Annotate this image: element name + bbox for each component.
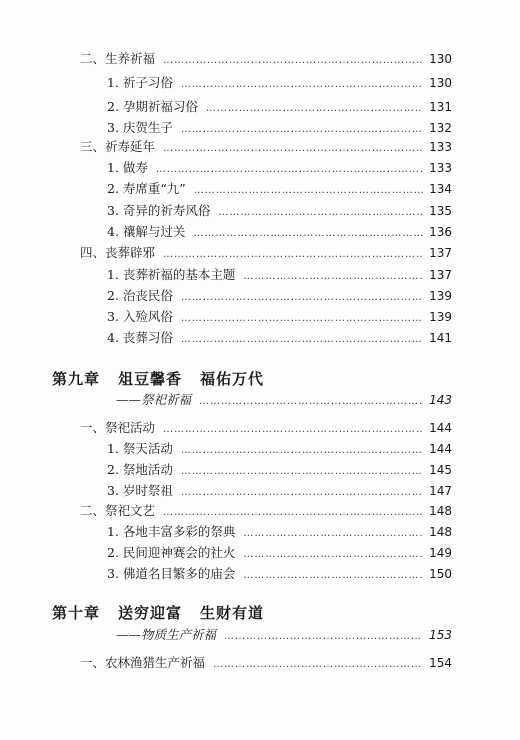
toc-entry-label: 4. 丧葬习俗 <box>107 330 173 345</box>
toc-entry[interactable] <box>107 462 452 480</box>
toc-page-number: 136 <box>429 225 452 239</box>
dot-leader <box>194 183 423 199</box>
toc-entry[interactable] <box>107 566 452 584</box>
toc-entry[interactable] <box>107 181 452 199</box>
toc-entry[interactable] <box>80 139 452 157</box>
dot-leader <box>163 422 423 438</box>
dot-leader <box>224 629 423 645</box>
toc-entry[interactable] <box>107 224 452 242</box>
chapter-number: 第十章 <box>52 604 101 622</box>
toc-page-number: 132 <box>429 121 452 135</box>
toc-page-number: 150 <box>429 567 452 581</box>
toc-entry[interactable] <box>80 655 452 673</box>
chapter-title-part: 送穷迎富 <box>118 604 183 622</box>
toc-entry[interactable] <box>107 545 452 563</box>
toc-entry-label: ——物质生产祈福 <box>116 627 217 642</box>
toc-page-number: 148 <box>429 504 452 518</box>
toc-entry-label: 1. 祈子习俗 <box>107 75 173 90</box>
chapter-number: 第九章 <box>52 370 101 388</box>
toc-page-number: 130 <box>429 52 452 66</box>
toc-page-number: 144 <box>429 421 452 435</box>
toc-entry-label: 1. 做寿 <box>107 160 148 175</box>
toc-entry[interactable] <box>107 120 452 138</box>
toc-page-number: 153 <box>429 628 452 642</box>
toc-entry-label: 一、祭祀活动 <box>80 420 156 435</box>
toc-page-number: 135 <box>429 204 452 218</box>
dot-leader <box>156 162 423 178</box>
toc-entry[interactable] <box>107 203 452 221</box>
toc-page-number: 148 <box>429 525 452 539</box>
toc-page-number: 149 <box>429 546 452 560</box>
toc-entry[interactable] <box>107 441 452 459</box>
toc-entry[interactable] <box>107 524 452 542</box>
toc-entry[interactable] <box>80 503 452 521</box>
toc-page-number: 143 <box>429 393 452 407</box>
toc-page-number: 130 <box>429 76 452 90</box>
toc-entry[interactable] <box>107 330 452 348</box>
toc-page-number: 134 <box>429 182 452 196</box>
dot-leader <box>243 269 423 285</box>
dot-leader <box>199 394 423 410</box>
toc-page-number: 147 <box>429 484 452 498</box>
dot-leader <box>163 247 423 263</box>
dot-leader <box>163 505 423 521</box>
toc-entry[interactable] <box>107 99 452 117</box>
toc-entry-label: 4. 禳解与过关 <box>107 224 186 239</box>
dot-leader <box>163 141 423 157</box>
toc-page-number: 154 <box>429 656 452 670</box>
toc-entry-label: 2. 孕期祈福习俗 <box>107 99 198 114</box>
dot-leader <box>181 464 423 480</box>
chapter-heading[interactable] <box>52 369 264 389</box>
dot-leader <box>181 443 423 459</box>
toc-page-number: 133 <box>429 161 452 175</box>
dot-leader <box>243 568 423 584</box>
toc-page-number: 133 <box>429 140 452 154</box>
chapter-subtitle-entry[interactable] <box>116 627 452 645</box>
dot-leader <box>243 547 423 563</box>
toc-entry[interactable] <box>80 245 452 263</box>
dot-leader <box>181 290 423 306</box>
toc-page-number: 131 <box>429 100 452 114</box>
toc-entry[interactable] <box>107 75 452 93</box>
dot-leader <box>181 332 423 348</box>
dot-leader <box>206 101 423 117</box>
dot-leader <box>163 53 423 69</box>
dot-leader <box>243 526 423 542</box>
dot-leader <box>213 657 423 673</box>
toc-entry[interactable] <box>80 51 452 69</box>
toc-entry[interactable] <box>80 420 452 438</box>
toc-page-number: 139 <box>429 289 452 303</box>
toc-entry[interactable] <box>107 267 452 285</box>
toc-entry[interactable] <box>107 483 452 501</box>
toc-entry-label: 2. 祭地活动 <box>107 462 173 477</box>
toc-entry-label: 2. 治丧民俗 <box>107 288 173 303</box>
toc-entry-label: 2. 民间迎神赛会的社火 <box>107 545 236 560</box>
toc-page-number: 137 <box>429 246 452 260</box>
dot-leader <box>181 311 423 327</box>
chapter-subtitle-entry[interactable] <box>116 392 452 410</box>
toc-entry-label: 1. 祭天活动 <box>107 441 173 456</box>
toc-entry-label: 3. 岁时祭祖 <box>107 483 173 498</box>
toc-page-number: 137 <box>429 268 452 282</box>
chapter-title-part: 福佑万代 <box>200 370 265 388</box>
toc-entry-label: 二、祭祀文艺 <box>80 503 156 518</box>
dot-leader <box>181 122 423 138</box>
chapter-title-part: 生财有道 <box>200 604 265 622</box>
toc-entry[interactable] <box>107 309 452 327</box>
toc-entry-label: 3. 佛道名目繁多的庙会 <box>107 566 236 581</box>
toc-page-number: 145 <box>429 463 452 477</box>
chapter-title-part: 俎豆馨香 <box>118 370 183 388</box>
toc-entry-label: 3. 入殓风俗 <box>107 309 173 324</box>
toc-page-number: 141 <box>429 331 452 345</box>
dot-leader <box>218 205 423 221</box>
toc-entry-label: 1. 各地丰富多彩的祭典 <box>107 524 236 539</box>
toc-entry-label: 2. 寿席重“九” <box>107 181 186 196</box>
toc-entry-label: ——祭祀祈福 <box>116 392 192 407</box>
toc-entry-label: 四、丧葬辟邪 <box>80 245 156 260</box>
toc-entry-label: 三、祈寿延年 <box>80 139 156 154</box>
toc-page-number: 139 <box>429 310 452 324</box>
toc-entry-label: 一、农林渔猎生产祈福 <box>80 655 206 670</box>
dot-leader <box>181 485 423 501</box>
dot-leader <box>181 77 423 93</box>
toc-entry-label: 3. 奇异的祈寿风俗 <box>107 203 211 218</box>
toc-page-number: 144 <box>429 442 452 456</box>
toc-entry-label: 二、生养祈福 <box>80 51 156 66</box>
toc-entry-label: 3. 庆贺生子 <box>107 120 173 135</box>
toc-entry[interactable] <box>107 288 452 306</box>
toc-entry-label: 1. 丧葬祈福的基本主题 <box>107 267 236 282</box>
dot-leader <box>193 226 423 242</box>
chapter-heading[interactable] <box>52 603 264 623</box>
toc-entry[interactable] <box>107 160 452 178</box>
